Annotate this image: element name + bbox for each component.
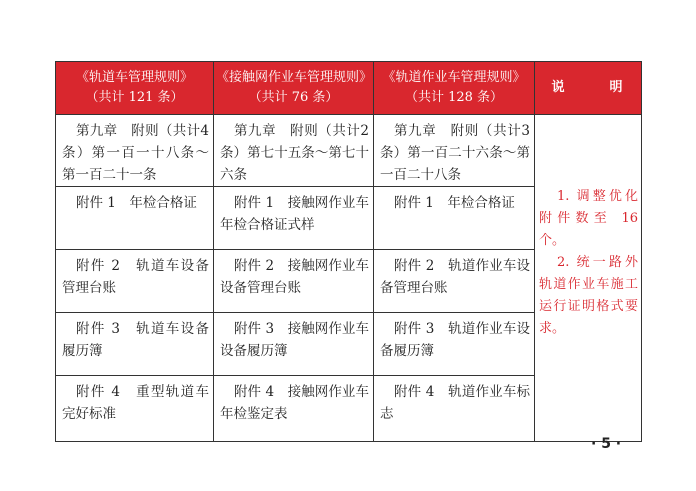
note-item: 2. 统一路外轨道作业车施工运行证明格式要求。 <box>539 255 638 336</box>
table-cell: 第九章 附则（共计4条）第一百一十八条～第一百二十一条 <box>56 115 214 187</box>
comparison-table <box>55 61 642 442</box>
header-track-work-car-rules: 《轨道作业车管理规则》 （共计 128 条） <box>374 62 535 115</box>
table-row <box>56 115 642 187</box>
table-cell: 附件 4 轨道作业车标志 <box>374 376 535 442</box>
table-cell: 附件 3 接触网作业车设备履历簿 <box>214 313 374 376</box>
table-cell: 第九章 附则（共计2条）第七十五条～第七十六条 <box>214 115 374 187</box>
table-cell: 附件 2 轨道车设备管理台账 <box>56 250 214 313</box>
table-cell: 附件 1 年检合格证 <box>56 187 214 250</box>
table-cell: 附件 2 接触网作业车设备管理台账 <box>214 250 374 313</box>
header-notes: 说 明 <box>535 62 642 115</box>
header-catenary-car-rules: 《接触网作业车管理规则》 （共计 76 条） <box>214 62 374 115</box>
table-cell: 第九章 附则（共计3条）第一百二十六条～第一百二十八条 <box>374 115 535 187</box>
table-cell: 附件 3 轨道车设备履历簿 <box>56 313 214 376</box>
table-cell: 附件 2 轨道作业车设备管理台账 <box>374 250 535 313</box>
header-rail-car-rules: 《轨道车管理规则》 （共计 121 条） <box>56 62 214 115</box>
note-item: 1. 调整优化附件数至 16 个。 <box>539 189 638 248</box>
table-cell: 附件 1 年检合格证 <box>374 187 535 250</box>
table-cell: 附件 1 接触网作业车年检合格证式样 <box>214 187 374 250</box>
notes-cell <box>535 115 642 442</box>
page-number: · 5 · <box>591 436 622 452</box>
table-cell: 附件 3 轨道作业车设备履历簿 <box>374 313 535 376</box>
table-cell: 附件 4 重型轨道车完好标准 <box>56 376 214 442</box>
table-cell: 附件 4 接触网作业车年检鉴定表 <box>214 376 374 442</box>
header-row <box>56 62 642 115</box>
